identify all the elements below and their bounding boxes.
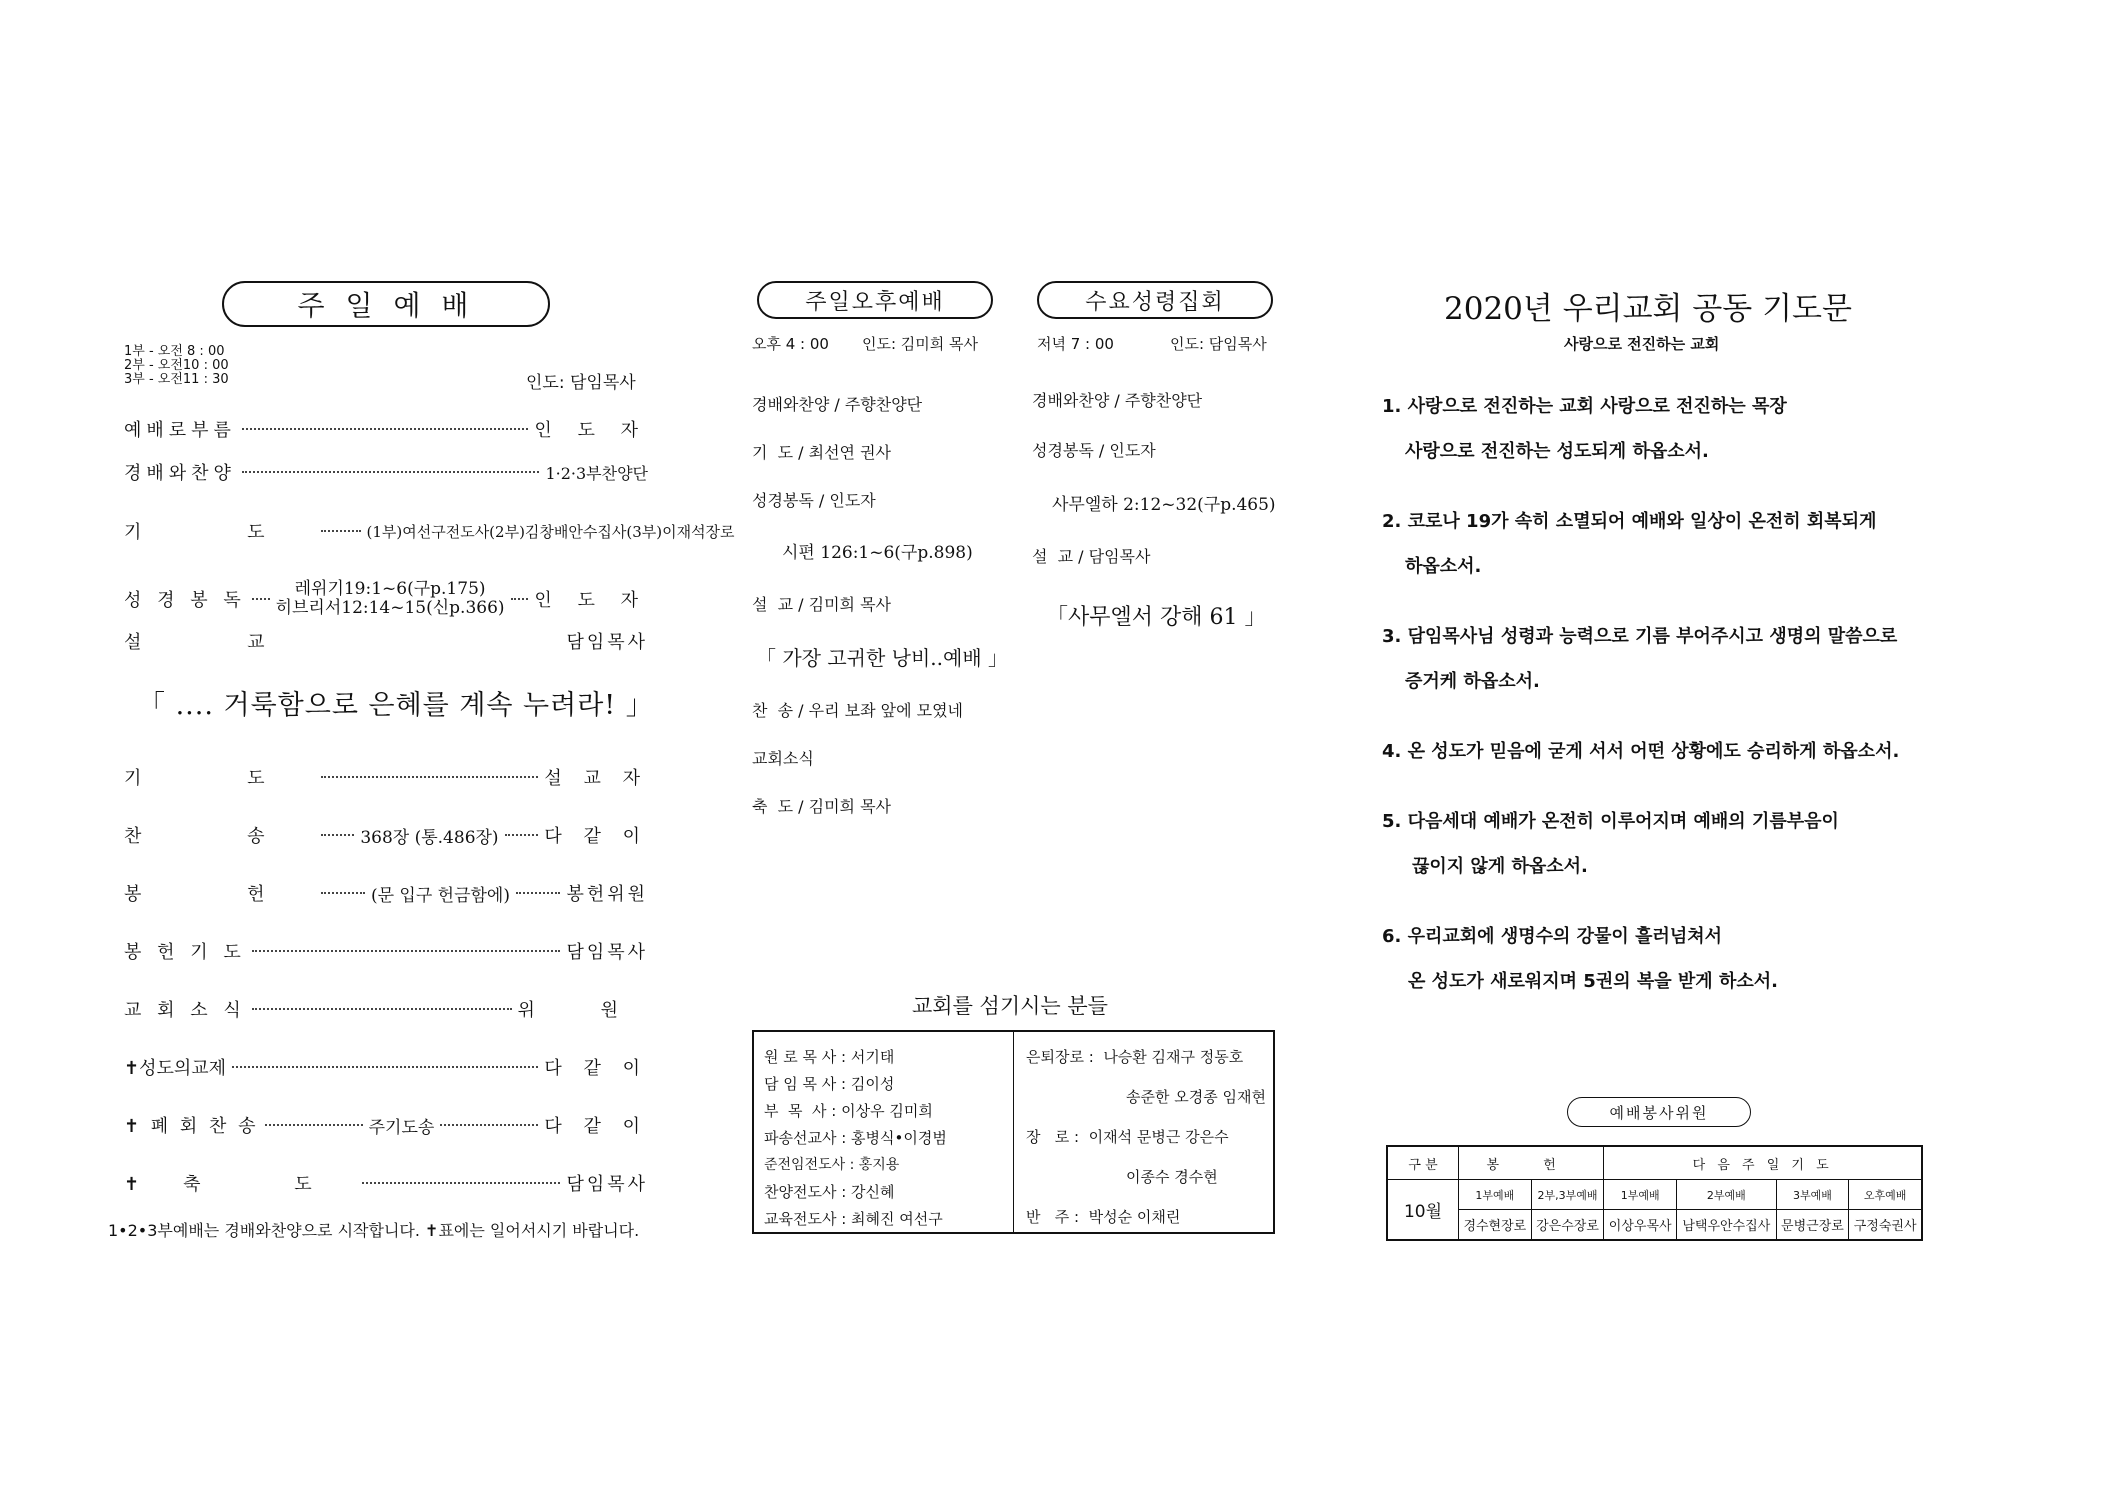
prayer-line: 하옵소서. — [1405, 556, 1482, 577]
order-label: 봉 헌 — [124, 884, 315, 905]
scripture-ref-1: 레위기19:1~6(구p.175) — [294, 579, 486, 599]
name-cell: 문병근장로 — [1776, 1209, 1849, 1240]
footnote: 1•2•3부예배는 경배와찬양으로 시작합니다. ✝표에는 일어서시기 바랍니다. — [108, 1221, 640, 1240]
header-offering: 봉 헌 — [1459, 1146, 1604, 1180]
name-cell: 강은수장로 — [1531, 1209, 1604, 1240]
order-right: 1·2·3부찬양단 — [545, 463, 648, 483]
order-right: 위 원 — [517, 1000, 648, 1021]
order-row — [124, 416, 648, 442]
afternoon-item: 성경봉독 / 인도자 — [752, 491, 876, 510]
sub-header: 2부,3부예배 — [1531, 1180, 1604, 1210]
wednesday-item: 경배와찬양 / 주향찬양단 — [1032, 391, 1203, 410]
name-cell: 이상우목사 — [1604, 1209, 1677, 1240]
service-team-table — [1386, 1145, 1923, 1241]
time-3: 3부 - 오전11 : 30 — [124, 372, 229, 387]
order-label: 성 경 봉 독 — [124, 590, 246, 611]
afternoon-item: 축 도 / 김미희 목사 — [752, 797, 892, 816]
sub-header: 2부예배 — [1677, 1180, 1777, 1210]
name-cell: 남택우안수집사 — [1677, 1209, 1777, 1240]
prayer-line: 3. 담임목사님 성령과 능력으로 기름 부어주시고 생명의 말씀으로 — [1382, 626, 1898, 647]
order-label: 찬 송 — [124, 826, 315, 847]
order-label: 기 도 — [124, 768, 315, 789]
order-right: 설 교 자 — [544, 768, 648, 789]
servant-line: 파송선교사 : 홍병식•이경범 — [764, 1129, 947, 1147]
order-row — [124, 518, 735, 544]
sunday-leader: 인도: 담임목사 — [526, 373, 636, 393]
order-row — [124, 938, 648, 964]
header-gubun: 구 분 — [1387, 1146, 1459, 1180]
order-label: 경배와찬양 — [124, 463, 236, 484]
afternoon-time: 오후 4 : 00 — [752, 335, 829, 353]
sunday-service-title-box — [222, 281, 550, 327]
servant-line: 교육전도사 : 최혜진 여선구 — [764, 1210, 943, 1228]
afternoon-item: 교회소식 — [752, 749, 814, 768]
elder-line: 장 로 : 이재석 문병근 강은수 — [1026, 1128, 1229, 1146]
servants-box — [752, 1030, 1275, 1234]
sunday-service-title: 주 일 예 배 — [297, 289, 475, 322]
time-1: 1부 - 오전 8 : 00 — [124, 344, 225, 359]
name-cell: 구정숙권사 — [1849, 1209, 1922, 1240]
sub-header: 오후예배 — [1849, 1180, 1922, 1210]
order-row — [124, 628, 648, 654]
elder-line: 이종수 경수현 — [1126, 1168, 1218, 1186]
order-right: 담임목사 — [566, 632, 648, 653]
order-mid: 주기도송 — [368, 1117, 435, 1138]
afternoon-item: 기 도 / 최선연 권사 — [752, 443, 892, 462]
order-right: 인 도 자 — [534, 420, 648, 441]
order-label: 교 회 소 식 — [124, 1000, 246, 1021]
order-row — [124, 1054, 648, 1080]
order-row — [124, 580, 648, 618]
order-right: 다 같 이 — [544, 1116, 648, 1137]
prayer-line: 2. 코로나 19가 속히 소멸되어 예배와 일상이 온전히 회복되게 — [1382, 511, 1877, 532]
servant-line: 담 임 목 사 : 김이성 — [764, 1075, 895, 1093]
order-row — [124, 764, 648, 790]
order-label: 예배로부름 — [124, 420, 236, 441]
sub-header: 3부예배 — [1776, 1180, 1849, 1210]
afternoon-sermon-title: 「 가장 고귀한 낭비..예배 」 — [756, 646, 1009, 670]
prayer-title: 2020년 우리교회 공동 기도문 — [1444, 291, 1852, 327]
prayer-subtitle: 사랑으로 전진하는 교회 — [1564, 335, 1720, 353]
order-row — [124, 1170, 648, 1196]
order-right: 다 같 이 — [544, 1058, 648, 1079]
scripture-ref-2: 히브리서12:14~15(신p.366) — [275, 598, 505, 618]
header-prayer: 다 음 주 일 기 도 — [1604, 1146, 1922, 1180]
prayer-line: 4. 온 성도가 믿음에 굳게 서서 어떤 상황에도 승리하게 하옵소서. — [1382, 741, 1900, 762]
servant-line: 부 목 사 : 이상우 김미희 — [764, 1102, 933, 1120]
wednesday-leader: 인도: 담임목사 — [1170, 335, 1267, 353]
service-team-title-box — [1567, 1097, 1751, 1127]
order-label: ✝성도의교제 — [124, 1058, 227, 1079]
afternoon-service-title-box — [757, 281, 993, 319]
order-row — [124, 1112, 648, 1138]
name-cell: 경수현장로 — [1459, 1209, 1532, 1240]
elder-line: 은퇴장로 : 나승환 김재구 정동호 — [1026, 1048, 1244, 1066]
afternoon-item: 경배와찬양 / 주향찬양단 — [752, 395, 923, 414]
wednesday-scripture: 사무엘하 2:12~32(구p.465) — [1052, 495, 1276, 515]
afternoon-scripture: 시편 126:1~6(구p.898) — [782, 543, 973, 563]
order-right: 담임목사 — [566, 942, 648, 963]
prayer-line: 증거케 하옵소서. — [1405, 671, 1540, 692]
prayer-line: 6. 우리교회에 생명수의 강물이 흘러넘쳐서 — [1382, 926, 1723, 947]
servant-line: 원 로 목 사 : 서기태 — [764, 1048, 895, 1066]
prayer-line: 5. 다음세대 예배가 온전히 이루어지며 예배의 기름부음이 — [1382, 811, 1839, 832]
order-label: 설 교 — [124, 632, 315, 653]
order-label: ✝ 폐 회 찬 송 — [124, 1116, 259, 1137]
order-right: 인 도 자 — [534, 590, 648, 611]
order-right: 다 같 이 — [544, 826, 648, 847]
afternoon-item: 설 교 / 김미희 목사 — [752, 595, 892, 614]
wednesday-service-title-box — [1037, 281, 1273, 319]
sub-header: 1부예배 — [1604, 1180, 1677, 1210]
order-label: 봉 헌 기 도 — [124, 942, 246, 963]
wednesday-time: 저녁 7 : 00 — [1037, 335, 1114, 353]
prayer-line: 1. 사랑으로 전진하는 교회 사랑으로 전진하는 목장 — [1382, 396, 1787, 417]
service-times — [124, 345, 229, 387]
month-cell: 10월 — [1387, 1180, 1459, 1240]
sub-header: 1부예배 — [1459, 1180, 1532, 1210]
elder-line: 반 주 : 박성순 이채린 — [1026, 1208, 1181, 1226]
order-row — [124, 822, 648, 848]
wednesday-service-title: 수요성령집회 — [1085, 289, 1225, 315]
wednesday-item: 성경봉독 / 인도자 — [1032, 441, 1156, 460]
prayer-line: 끊이지 않게 하옵소서. — [1412, 856, 1588, 877]
order-label: ✝축 도 — [124, 1174, 356, 1195]
servant-line: 찬양전도사 : 강신혜 — [764, 1183, 895, 1201]
order-right: (1부)여선구전도사(2부)김창배안수집사(3부)이재석장로 — [366, 522, 735, 541]
scripture-refs — [276, 580, 505, 618]
prayer-line: 온 성도가 새로워지며 5권의 복을 받게 하소서. — [1408, 971, 1778, 992]
order-row — [124, 459, 648, 485]
order-row — [124, 880, 648, 906]
elder-line: 송준한 오경종 임재현 — [1126, 1088, 1266, 1106]
afternoon-leader: 인도: 김미희 목사 — [862, 335, 979, 353]
servant-line: 준전임전도사 : 홍지용 — [764, 1157, 900, 1173]
order-right: 담임목사 — [566, 1174, 648, 1195]
wednesday-item: 설 교 / 담임목사 — [1032, 547, 1151, 566]
afternoon-item: 찬 송 / 우리 보좌 앞에 모였네 — [752, 701, 964, 720]
servants-title: 교회를 섬기시는 분들 — [912, 994, 1108, 1018]
time-2: 2부 - 오전10 : 00 — [124, 358, 229, 373]
order-mid: 368장 (통.486장) — [360, 827, 499, 848]
afternoon-service-title: 주일오후예배 — [805, 289, 945, 315]
wednesday-sermon-title: 「사무엘서 강해 61 」 — [1046, 605, 1267, 630]
prayer-line: 사랑으로 전진하는 성도되게 하옵소서. — [1405, 441, 1709, 462]
sermon-title: 「 .... 거룩함으로 은혜를 계속 누려라! 」 — [138, 690, 654, 721]
order-mid: (문 입구 헌금함에) — [370, 885, 510, 906]
service-team-title: 예배봉사위원 — [1609, 1103, 1709, 1122]
order-right: 봉헌위원 — [566, 884, 648, 905]
order-label: 기 도 — [124, 522, 315, 543]
order-row — [124, 996, 648, 1022]
